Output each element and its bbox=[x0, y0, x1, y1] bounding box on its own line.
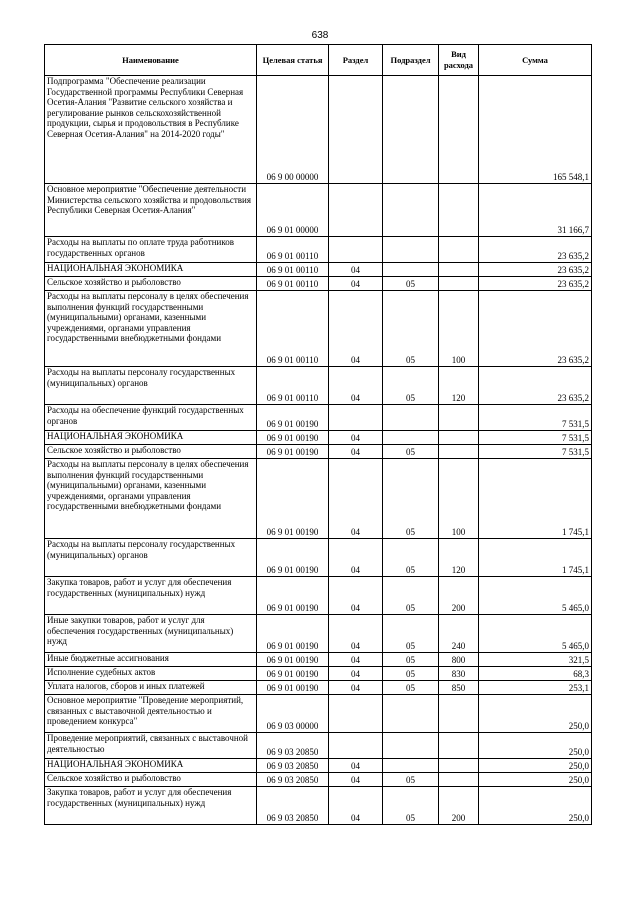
cell-expense-type bbox=[439, 76, 479, 184]
cell-section bbox=[329, 733, 383, 759]
cell-expense-type bbox=[439, 445, 479, 459]
header-name: Наименование bbox=[45, 45, 257, 76]
cell-name: Расходы на выплаты персоналу государственных (муниципальных) органов bbox=[45, 367, 257, 405]
cell-expense-type bbox=[439, 277, 479, 291]
table-row bbox=[45, 277, 592, 291]
table-row bbox=[45, 445, 592, 459]
cell-target: 06 9 01 00110 bbox=[257, 291, 329, 367]
cell-target: 06 9 01 00190 bbox=[257, 615, 329, 653]
cell-section: 04 bbox=[329, 615, 383, 653]
table-body bbox=[45, 76, 592, 825]
cell-subsection bbox=[383, 263, 439, 277]
header-subsection: Подраздел bbox=[383, 45, 439, 76]
cell-target: 06 9 03 20850 bbox=[257, 759, 329, 773]
table-row bbox=[45, 773, 592, 787]
cell-target: 06 9 03 20850 bbox=[257, 787, 329, 825]
table-header-row bbox=[45, 45, 592, 76]
cell-amount: 5 465,0 bbox=[479, 615, 592, 653]
cell-expense-type bbox=[439, 733, 479, 759]
cell-section: 04 bbox=[329, 277, 383, 291]
cell-amount: 250,0 bbox=[479, 773, 592, 787]
cell-section: 04 bbox=[329, 759, 383, 773]
cell-expense-type bbox=[439, 759, 479, 773]
cell-target: 06 9 01 00110 bbox=[257, 277, 329, 291]
cell-target: 06 9 01 00110 bbox=[257, 263, 329, 277]
cell-section bbox=[329, 695, 383, 733]
cell-amount: 250,0 bbox=[479, 695, 592, 733]
table-row bbox=[45, 615, 592, 653]
table-row bbox=[45, 291, 592, 367]
cell-amount: 23 635,2 bbox=[479, 277, 592, 291]
cell-expense-type: 200 bbox=[439, 577, 479, 615]
table-row bbox=[45, 695, 592, 733]
cell-amount: 165 548,1 bbox=[479, 76, 592, 184]
cell-name: Уплата налогов, сборов и иных платежей bbox=[45, 681, 257, 695]
cell-expense-type: 120 bbox=[439, 367, 479, 405]
table-row bbox=[45, 184, 592, 237]
cell-subsection: 05 bbox=[383, 681, 439, 695]
table-row bbox=[45, 577, 592, 615]
cell-amount: 253,1 bbox=[479, 681, 592, 695]
cell-subsection: 05 bbox=[383, 445, 439, 459]
cell-target: 06 9 01 00110 bbox=[257, 367, 329, 405]
cell-target: 06 9 01 00110 bbox=[257, 237, 329, 263]
cell-amount: 7 531,5 bbox=[479, 431, 592, 445]
cell-expense-type bbox=[439, 773, 479, 787]
cell-expense-type bbox=[439, 184, 479, 237]
cell-name: Исполнение судебных актов bbox=[45, 667, 257, 681]
cell-amount: 23 635,2 bbox=[479, 367, 592, 405]
table-row bbox=[45, 367, 592, 405]
cell-amount: 7 531,5 bbox=[479, 405, 592, 431]
cell-section bbox=[329, 237, 383, 263]
cell-expense-type: 830 bbox=[439, 667, 479, 681]
cell-amount: 31 166,7 bbox=[479, 184, 592, 237]
cell-target: 06 9 01 00190 bbox=[257, 667, 329, 681]
cell-subsection bbox=[383, 237, 439, 263]
table-row bbox=[45, 787, 592, 825]
cell-subsection bbox=[383, 76, 439, 184]
cell-subsection: 05 bbox=[383, 291, 439, 367]
cell-target: 06 9 01 00190 bbox=[257, 539, 329, 577]
cell-name: Расходы на выплаты по оплате труда работников государственных органов bbox=[45, 237, 257, 263]
cell-expense-type bbox=[439, 237, 479, 263]
cell-section: 04 bbox=[329, 577, 383, 615]
cell-target: 06 9 01 00190 bbox=[257, 431, 329, 445]
budget-table bbox=[44, 44, 592, 825]
cell-name: НАЦИОНАЛЬНАЯ ЭКОНОМИКА bbox=[45, 759, 257, 773]
cell-target: 06 9 01 00190 bbox=[257, 445, 329, 459]
cell-expense-type bbox=[439, 431, 479, 445]
cell-section: 04 bbox=[329, 367, 383, 405]
cell-target: 06 9 03 20850 bbox=[257, 733, 329, 759]
cell-expense-type: 200 bbox=[439, 787, 479, 825]
cell-amount: 250,0 bbox=[479, 759, 592, 773]
cell-amount: 23 635,2 bbox=[479, 237, 592, 263]
cell-target: 06 9 01 00190 bbox=[257, 577, 329, 615]
cell-amount: 7 531,5 bbox=[479, 445, 592, 459]
cell-subsection bbox=[383, 759, 439, 773]
header-target: Целевая статья bbox=[257, 45, 329, 76]
cell-section: 04 bbox=[329, 431, 383, 445]
cell-name: Сельское хозяйство и рыболовство bbox=[45, 773, 257, 787]
cell-subsection: 05 bbox=[383, 787, 439, 825]
cell-subsection bbox=[383, 431, 439, 445]
cell-target: 06 9 03 20850 bbox=[257, 773, 329, 787]
table-row bbox=[45, 653, 592, 667]
cell-amount: 1 745,1 bbox=[479, 539, 592, 577]
cell-name: Иные закупки товаров, работ и услуг для обеспечения государственных (муниципальных) нужд bbox=[45, 615, 257, 653]
cell-name: Подпрограмма "Обеспечение реализации Государственной программы Республики Северная Осетия-Алания "Развитие сельского хозяйства и регулирование рынков сельскохозяйственной продукции, сырья и продовольствия в Республике Северная Осетия-Алания" на 2014-2020 годы" bbox=[45, 76, 257, 184]
table-row bbox=[45, 405, 592, 431]
cell-subsection: 05 bbox=[383, 773, 439, 787]
cell-target: 06 9 01 00190 bbox=[257, 681, 329, 695]
table-row bbox=[45, 263, 592, 277]
cell-section: 04 bbox=[329, 681, 383, 695]
table-row bbox=[45, 431, 592, 445]
cell-subsection: 05 bbox=[383, 577, 439, 615]
cell-amount: 250,0 bbox=[479, 733, 592, 759]
cell-amount: 250,0 bbox=[479, 787, 592, 825]
table-row bbox=[45, 539, 592, 577]
cell-expense-type: 120 bbox=[439, 539, 479, 577]
cell-subsection: 05 bbox=[383, 367, 439, 405]
cell-subsection bbox=[383, 184, 439, 237]
cell-section: 04 bbox=[329, 445, 383, 459]
cell-amount: 321,5 bbox=[479, 653, 592, 667]
page-number: 638 bbox=[311, 30, 329, 41]
cell-expense-type: 800 bbox=[439, 653, 479, 667]
table-row bbox=[45, 76, 592, 184]
cell-amount: 23 635,2 bbox=[479, 263, 592, 277]
cell-expense-type bbox=[439, 263, 479, 277]
cell-section: 04 bbox=[329, 653, 383, 667]
cell-subsection bbox=[383, 695, 439, 733]
cell-section: 04 bbox=[329, 291, 383, 367]
cell-name: НАЦИОНАЛЬНАЯ ЭКОНОМИКА bbox=[45, 263, 257, 277]
cell-section bbox=[329, 184, 383, 237]
cell-name: Расходы на выплаты персоналу государственных (муниципальных) органов bbox=[45, 539, 257, 577]
cell-target: 06 9 01 00190 bbox=[257, 405, 329, 431]
cell-name: Основное мероприятие "Проведение мероприятий, связанных с выставочной деятельностью и проведением конкурса" bbox=[45, 695, 257, 733]
cell-target: 06 9 03 00000 bbox=[257, 695, 329, 733]
table-row bbox=[45, 733, 592, 759]
cell-target: 06 9 01 00000 bbox=[257, 184, 329, 237]
cell-subsection bbox=[383, 733, 439, 759]
cell-target: 06 9 00 00000 bbox=[257, 76, 329, 184]
cell-name: Сельское хозяйство и рыболовство bbox=[45, 445, 257, 459]
cell-amount: 5 465,0 bbox=[479, 577, 592, 615]
header-section: Раздел bbox=[329, 45, 383, 76]
table-row bbox=[45, 667, 592, 681]
cell-subsection: 05 bbox=[383, 539, 439, 577]
cell-name: Расходы на обеспечение функций государственных органов bbox=[45, 405, 257, 431]
table-row bbox=[45, 459, 592, 539]
cell-section: 04 bbox=[329, 459, 383, 539]
cell-name: Закупка товаров, работ и услуг для обеспечения государственных (муниципальных) нужд bbox=[45, 577, 257, 615]
cell-amount: 68,3 bbox=[479, 667, 592, 681]
cell-name: Расходы на выплаты персоналу в целях обеспечения выполнения функций государственными (муниципальными) органами, казенными учреждениями, органами управления государственными внебюджетными фондами bbox=[45, 291, 257, 367]
cell-expense-type bbox=[439, 405, 479, 431]
cell-section: 04 bbox=[329, 773, 383, 787]
cell-section: 04 bbox=[329, 539, 383, 577]
cell-name: НАЦИОНАЛЬНАЯ ЭКОНОМИКА bbox=[45, 431, 257, 445]
cell-name: Иные бюджетные ассигнования bbox=[45, 653, 257, 667]
cell-subsection: 05 bbox=[383, 653, 439, 667]
header-expense-type: Вид расхода bbox=[439, 45, 479, 76]
cell-section bbox=[329, 76, 383, 184]
cell-section: 04 bbox=[329, 263, 383, 277]
cell-expense-type: 100 bbox=[439, 291, 479, 367]
cell-section bbox=[329, 405, 383, 431]
cell-section: 04 bbox=[329, 787, 383, 825]
cell-subsection: 05 bbox=[383, 459, 439, 539]
cell-name: Основное мероприятие "Обеспечение деятельности Министерства сельского хозяйства и продовольствия Республики Северная Осетия-Алания" bbox=[45, 184, 257, 237]
cell-subsection: 05 bbox=[383, 615, 439, 653]
cell-name: Закупка товаров, работ и услуг для обеспечения государственных (муниципальных) нужд bbox=[45, 787, 257, 825]
table-row bbox=[45, 681, 592, 695]
cell-subsection: 05 bbox=[383, 277, 439, 291]
cell-section: 04 bbox=[329, 667, 383, 681]
cell-expense-type bbox=[439, 695, 479, 733]
cell-subsection: 05 bbox=[383, 667, 439, 681]
header-amount: Сумма bbox=[479, 45, 592, 76]
table-row bbox=[45, 237, 592, 263]
cell-target: 06 9 01 00190 bbox=[257, 653, 329, 667]
cell-subsection bbox=[383, 405, 439, 431]
cell-name: Проведение мероприятий, связанных с выставочной деятельностью bbox=[45, 733, 257, 759]
cell-expense-type: 100 bbox=[439, 459, 479, 539]
cell-expense-type: 240 bbox=[439, 615, 479, 653]
cell-amount: 1 745,1 bbox=[479, 459, 592, 539]
cell-expense-type: 850 bbox=[439, 681, 479, 695]
cell-name: Расходы на выплаты персоналу в целях обеспечения выполнения функций государственными (муниципальными) органами, казенными учреждениями, органами управления государственными внебюджетными фондами bbox=[45, 459, 257, 539]
cell-name: Сельское хозяйство и рыболовство bbox=[45, 277, 257, 291]
cell-target: 06 9 01 00190 bbox=[257, 459, 329, 539]
table-row bbox=[45, 759, 592, 773]
cell-amount: 23 635,2 bbox=[479, 291, 592, 367]
